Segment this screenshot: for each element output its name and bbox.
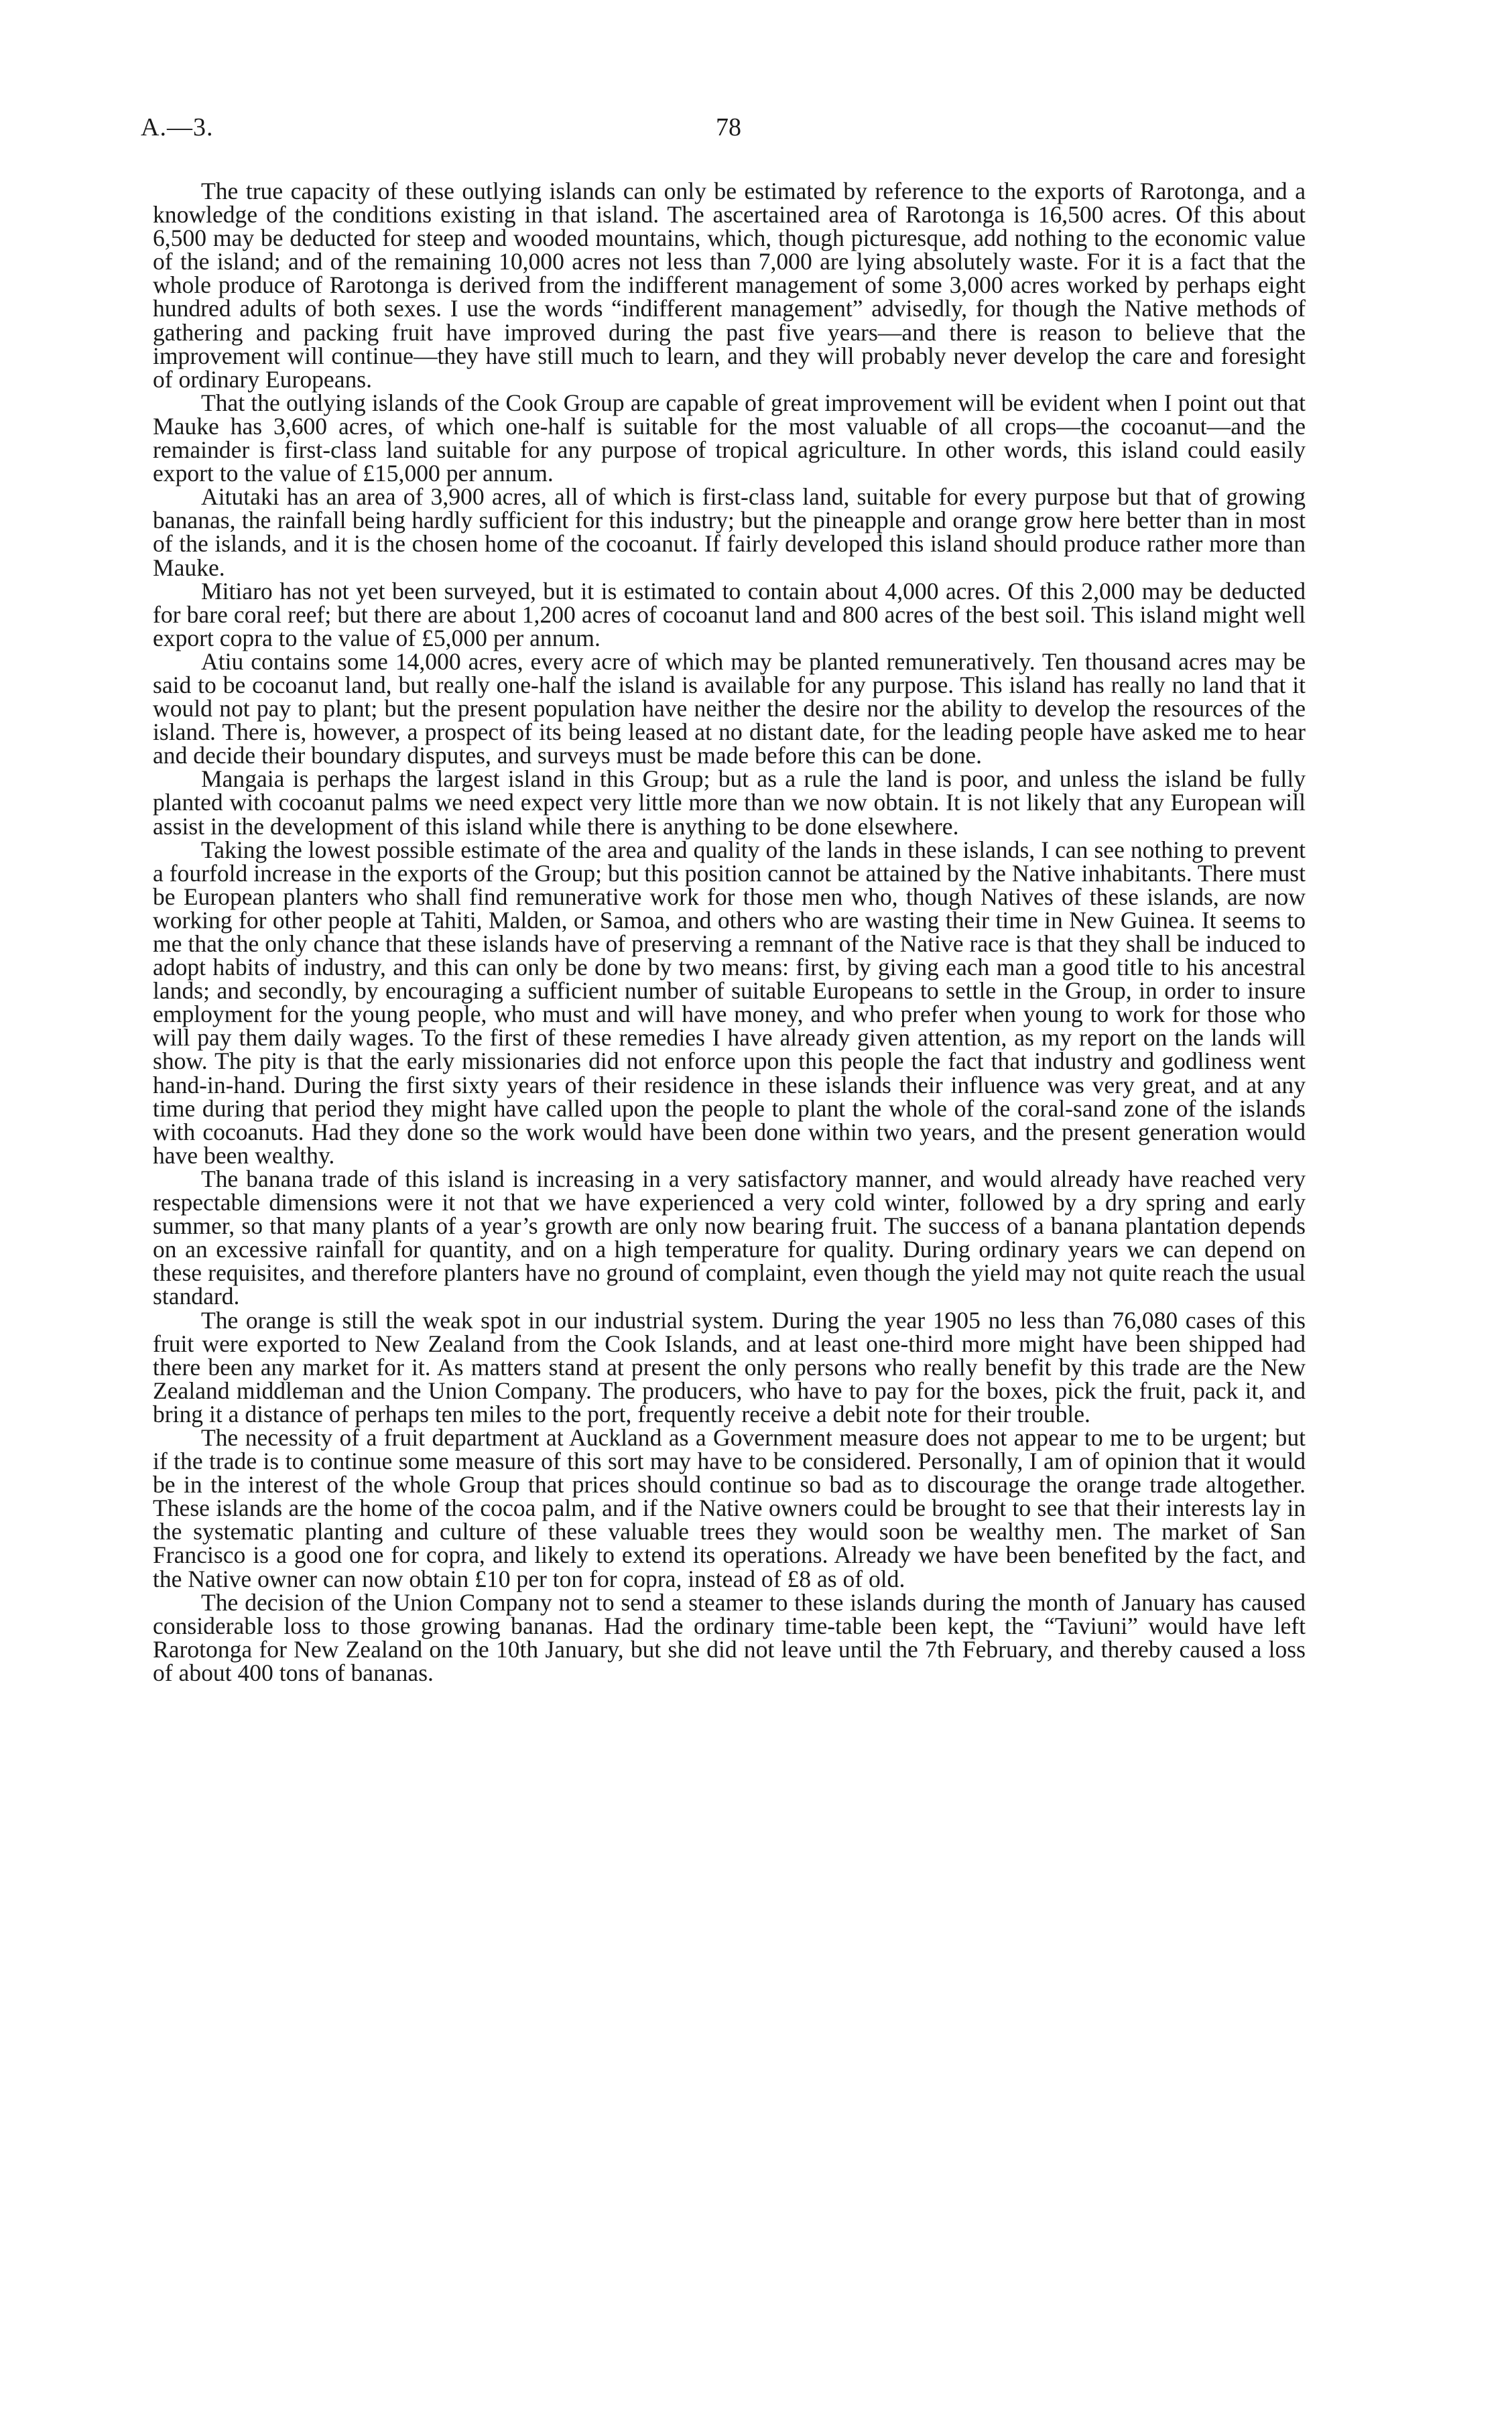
paragraph-mauke: That the outlying islands of the Cook Group are capable of great improvement will be evident when I point out that Mauke has 3,600 acres, of which one-half is suitable for the most valuable of all crops—the cocoanut—and the remainder is first-class land suitable for any purpose of tropical agriculture. In other words, this island could easily export to the value of £15,000 per annum. [153,389,1306,487]
page-reference: A.—3. [141,113,214,141]
page-header [141,113,1320,153]
paragraph-orange-trade: The orange is still the weak spot in our industrial system. During the year 1905 no less than 76,080 cases of this fruit were exported to New Zealand from the Cook Islands, and at least one-third more might have been shipped had there been any market for it. As matters stand at present the only persons who really benefit by this trade are the New Zealand middleman and the Union Company. The producers, who have to pay for the boxes, pick the fruit, pack it, and bring it a distance of perhaps ten miles to the port, frequently receive a debit note for their trouble. [153,1306,1306,1427]
paragraph-union-company: The decision of the Union Company not to send a steamer to these islands during the month of January has caused considerable loss to those growing bananas. Had the ordinary time-table been kept, the “Taviuni” would have left Rarotonga for New Zealand on the 10th January, but she did not leave until the 7th February, and thereby caused a loss of about 400 tons of bananas. [153,1588,1306,1686]
paragraph-mangaia: Mangaia is perhaps the largest island in this Group; but as a rule the land is poor, and unless the island be fully planted with cocoanut palms we need expect very little more than we now obtain. It is not likely that any European will assist in the development of this island while there is anything to be done elsewhere. [153,765,1306,840]
paragraph-rarotonga-capacity: The true capacity of these outlying islands can only be estimated by reference to the exports of Rarotonga, and a knowledge of the conditions existing in that island. The ascertained area of Rarotonga is 16,500 acres. Of this about 6,500 may be deducted for steep and wooded mountains, which, though picturesque, add nothing to the economic value of the island; and of the remaining 10,000 acres not less than 7,000 are lying absolutely waste. For it is a fact that the whole produce of Rarotonga is derived from the indifferent management of some 3,000 acres worked by perhaps eight hundred adults of both sexes. I use the words “indifferent management” advisedly, for though the Native methods of gathering and packing fruit have improved during the past five years—and there is reason to believe that the improvement will continue—they have still much to learn, and they will probably never develop the care and foresight of ordinary Europeans. [153,178,1306,393]
body-text [153,180,1306,1685]
paragraph-banana-trade: The banana trade of this island is increasing in a very satisfactory manner, and would already have reached very respectable dimensions were it not that we have experienced a very cold winter, followed by a dry spring and early summer, so that many plants of a year’s growth are only now bearing fruit. The success of a banana plantation depends on an excessive rainfall for quantity, and on a high temperature for quality. During ordinary years we can depend on these requisites, and therefore planters have no ground of complaint, even though the yield may not quite reach the usual standard. [153,1165,1306,1310]
paragraph-fruit-department: The necessity of a fruit department at Auckland as a Government measure does not appear to me to be urgent; but if the trade is to continue some measure of this sort may have to be considered. Personally, I am of opinion that it would be in the interest of the whole Group that prices should continue so bad as to discourage the orange trade altogether. These islands are the home of the cocoa palm, and if the Native owners could be brought to see that their interests lay in the systematic planting and culture of these valuable trees they would soon be wealthy men. The market of San Francisco is a good one for copra, and likely to extend its operations. Already we have been benefited by the fact, and the Native owner can now obtain £10 per ton for copra, instead of £8 as of old. [153,1423,1306,1592]
paragraph-atiu: Atiu contains some 14,000 acres, every acre of which may be planted remuneratively. Ten thousand acres may be said to be cocoanut land, but really one-half the island is available for any purpose. This island has really no land that it would not pay to plant; but the present population have neither the desire nor the ability to develop the resources of the island. There is, however, a prospect of its being leased at no distant date, for the leading people have asked me to hear and decide their boundary disputes, and surveys must be made before this can be done. [153,647,1306,769]
paragraph-export-estimate: Taking the lowest possible estimate of the area and quality of the lands in these islands, I can see nothing to prevent a fourfold increase in the exports of the Group; but this position cannot be attained by the Native inhabitants. There must be European planters who shall find remunerative work for those men who, though Natives of these islands, are now working for other people at Tahiti, Malden, or Samoa, and others who are wasting their time in New Guinea. It seems to me that the only chance that these islands have of preserving a remnant of the Native race is that they shall be induced to adopt habits of industry, and this can only be done by two means: first, by giving each man a good title to his ancestral lands; and secondly, by encouraging a sufficient number of suitable Europeans to settle in the Group, in order to insure employment for the young people, who must and will have money, and who prefer when young to work for those who will pay them daily wages. To the first of these remedies I have already given attention, as my report on the lands will show. The pity is that the early missionaries did not enforce upon this people the fact that industry and godliness went hand-in-hand. During the first sixty years of their residence in these islands their influence was very great, and at any time during that period they might have called upon the people to plant the whole of the coral-sand zone of the islands with cocoanuts. Had they done so the work would have been done within two years, and the present generation would have been wealthy. [153,836,1306,1169]
page-number: 78 [716,113,741,141]
paragraph-mitiaro: Mitiaro has not yet been surveyed, but it is estimated to contain about 4,000 acres. Of this 2,000 may be deducted for bare coral reef; but there are about 1,200 acres of cocoanut land and 800 acres of the best soil. This island might well export copra to the value of £5,000 per annum. [153,577,1306,651]
paragraph-aitutaki: Aitutaki has an area of 3,900 acres, all of which is first-class land, suitable for every purpose but that of growing bananas, the rainfall being hardly sufficient for this industry; but the pineapple and orange grow here better than in most of the islands, and it is the chosen home of the cocoanut. If fairly developed this island should produce rather more than Mauke. [153,483,1306,581]
